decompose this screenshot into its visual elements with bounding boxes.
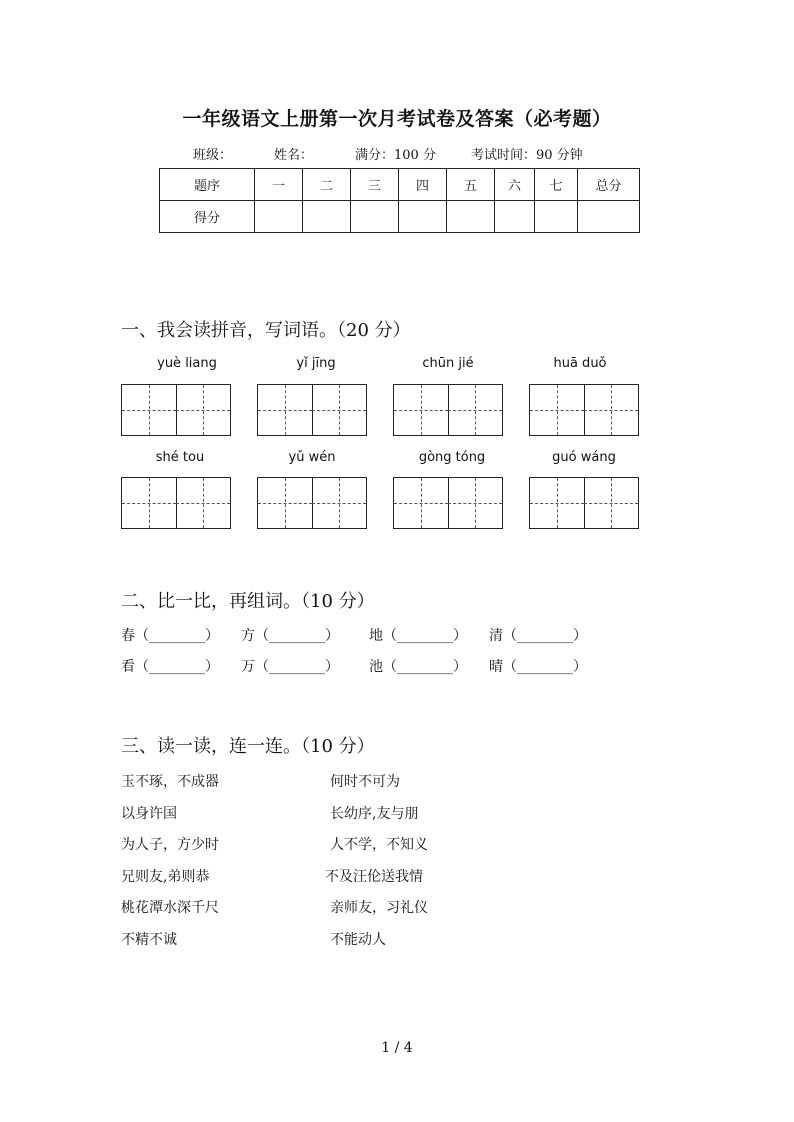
match-left-item[interactable]: 桃花潭水深千尺: [121, 900, 219, 916]
score-blank[interactable]: [535, 201, 578, 233]
writing-grid[interactable]: [121, 477, 231, 529]
section2-heading: 二、比一比，再组词。（10 分）: [121, 591, 375, 612]
writing-grid[interactable]: [529, 384, 639, 436]
word-blank[interactable]: 春（________）: [121, 628, 219, 644]
match-right-item[interactable]: 人不学，不知义: [330, 837, 428, 853]
word-blank[interactable]: 万（________）: [241, 659, 339, 675]
score-blank[interactable]: [578, 201, 640, 233]
score-blank[interactable]: [447, 201, 495, 233]
writing-grid[interactable]: [257, 384, 367, 436]
score-cell: 七: [535, 169, 578, 201]
match-right-item[interactable]: 不及汪伦送我情: [325, 869, 423, 885]
full-score: 满分：100 分: [355, 148, 436, 163]
word-blank[interactable]: 池（________）: [369, 659, 467, 675]
match-left-item[interactable]: 不精不诚: [121, 932, 177, 948]
word-blank[interactable]: 清（________）: [489, 628, 587, 644]
score-cell: 四: [399, 169, 447, 201]
score-cell: 六: [495, 169, 535, 201]
score-cell: 三: [351, 169, 399, 201]
match-left-item[interactable]: 兄则友,弟则恭: [121, 869, 210, 885]
score-blank[interactable]: [351, 201, 399, 233]
writing-grid[interactable]: [529, 477, 639, 529]
word-blank[interactable]: 看（________）: [121, 659, 219, 675]
writing-grid[interactable]: [393, 477, 503, 529]
pinyin-label: huā duǒ: [553, 356, 607, 371]
match-left-item[interactable]: 为人子，方少时: [121, 837, 219, 853]
score-blank[interactable]: [495, 201, 535, 233]
score-table: [159, 168, 640, 233]
score-table-score-row: [160, 201, 640, 233]
pinyin-label: yǐ jīng: [296, 356, 336, 371]
match-left-item[interactable]: 玉不琢，不成器: [121, 774, 219, 790]
match-right-item[interactable]: 长幼序,友与朋: [330, 806, 419, 822]
word-blank[interactable]: 地（________）: [369, 628, 467, 644]
pinyin-label: shé tou: [155, 450, 205, 465]
pinyin-label: gòng tóng: [418, 450, 486, 465]
writing-grid[interactable]: [393, 384, 503, 436]
pinyin-label: chūn jié: [422, 356, 474, 371]
score-row-label: 得分: [160, 201, 255, 233]
name-label: 姓名：: [274, 148, 314, 163]
score-table-header-row: [160, 169, 640, 201]
score-cell: 二: [303, 169, 351, 201]
page-title: 一年级语文上册第一次月考试卷及答案（必考题）: [182, 108, 612, 130]
score-blank[interactable]: [399, 201, 447, 233]
writing-grid[interactable]: [257, 477, 367, 529]
score-cell: 总分: [578, 169, 640, 201]
pinyin-label: yǔ wén: [288, 450, 336, 465]
writing-grid[interactable]: [121, 384, 231, 436]
score-cell: 题序: [160, 169, 255, 201]
match-right-item[interactable]: 亲师友，习礼仪: [330, 900, 428, 916]
word-blank[interactable]: 晴（________）: [489, 659, 587, 675]
match-right-item[interactable]: 不能动人: [330, 932, 386, 948]
score-cell: 五: [447, 169, 495, 201]
word-blank[interactable]: 方（________）: [241, 628, 339, 644]
score-cell: 一: [255, 169, 303, 201]
match-left-item[interactable]: 以身许国: [121, 806, 177, 822]
section1-heading: 一、我会读拼音，写词语。（20 分）: [121, 320, 411, 341]
page-number: 1 / 4: [381, 1040, 413, 1056]
pinyin-label: guó wáng: [552, 450, 616, 465]
exam-time: 考试时间：90 分钟: [471, 148, 583, 163]
score-blank[interactable]: [255, 201, 303, 233]
class-label: 班级：: [193, 148, 233, 163]
pinyin-label: yuè liang: [157, 356, 217, 371]
score-blank[interactable]: [303, 201, 351, 233]
section3-heading: 三、读一读，连一连。（10 分）: [121, 736, 375, 757]
match-right-item[interactable]: 何时不可为: [330, 774, 400, 790]
